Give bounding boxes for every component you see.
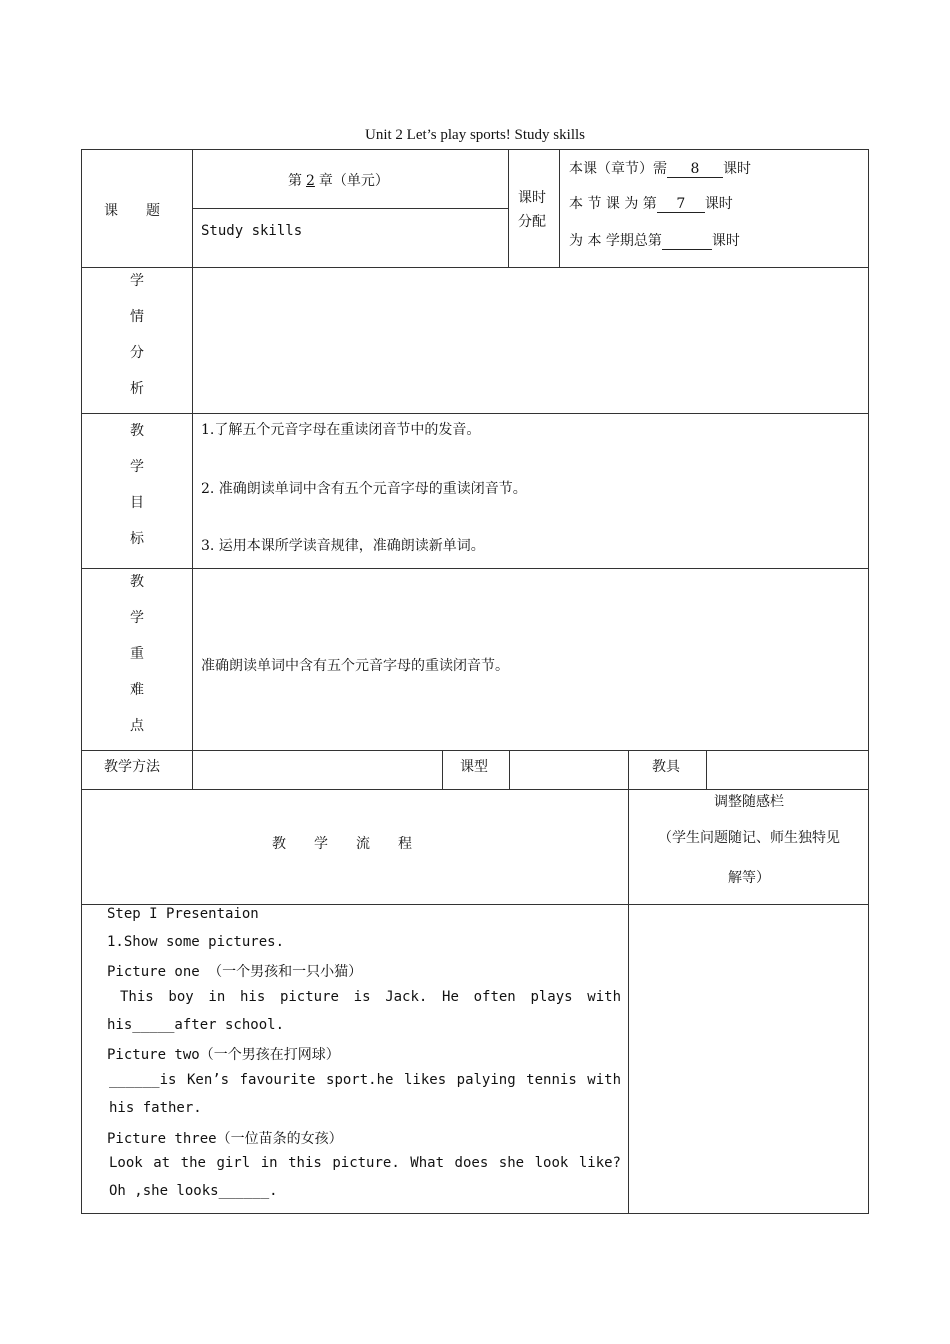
type-label: 课型 <box>460 759 488 775</box>
picture-one-line-2: his_____after school. <box>107 1017 285 1033</box>
picture-three-line-1: Look at the girl in this picture. What does she look like? <box>109 1155 621 1171</box>
key-points-text: 准确朗读单词中含有五个元音字母的重读闭音节。 <box>201 658 509 674</box>
row-divider <box>192 208 508 209</box>
chapter-prefix: 第 <box>288 173 302 189</box>
objective-item: 1.了解五个元音字母在重读闭音节中的发音。 <box>201 422 481 438</box>
analysis-label: 学 情 分 析 <box>130 273 144 397</box>
objective-item: 3. 运用本课所学读音规律，准确朗读新单词。 <box>201 538 485 554</box>
row-divider <box>81 267 869 268</box>
picture-three-title: Picture three（一位苗条的女孩） <box>107 1131 343 1147</box>
notes-title: 调整随感栏 <box>714 794 784 810</box>
picture-two-line-2: his father. <box>109 1100 202 1116</box>
process-item: 1.Show some pictures. <box>107 934 285 950</box>
hours-term-blank <box>662 234 712 250</box>
time-label-line1: 课时 <box>518 190 546 206</box>
row-divider <box>81 750 869 751</box>
picture-two-title: Picture two（一个男孩在打网球） <box>107 1047 340 1063</box>
hours-line-3: 为 本 学期总第 课时 <box>569 233 740 249</box>
row-divider <box>81 568 869 569</box>
picture-one-title: Picture one （一个男孩和一只小猫） <box>107 964 363 980</box>
time-label-line2: 分配 <box>518 214 546 230</box>
col-divider <box>508 149 509 267</box>
aids-label: 教具 <box>652 759 680 775</box>
picture-two-line-1: ______is Ken’s favourite sport.he likes palying tennis with <box>109 1072 621 1088</box>
hours-line-1: 本课（章节）需 8 课时 <box>569 161 751 177</box>
lesson-name: Study skills <box>201 223 303 239</box>
hours-total-value: 8 <box>667 162 723 178</box>
key-points-label: 教 学 重 难 点 <box>130 574 144 734</box>
col-divider <box>192 149 193 790</box>
time-allocation-label <box>518 186 546 234</box>
document-title: Unit 2 Let’s play sports! Study skills <box>364 127 585 143</box>
notes-subtitle-1: （学生问题随记、师生独特见 <box>658 830 840 846</box>
process-label: 教 学 流 程 <box>272 836 412 852</box>
row-divider <box>81 413 869 414</box>
hours-current-value: 7 <box>657 197 705 213</box>
notes-column-header <box>629 794 869 886</box>
objectives-label: 教 学 目 标 <box>130 423 144 547</box>
chapter-suffix: 章（单元） <box>318 173 389 189</box>
topic-label: 课 题 <box>104 203 160 219</box>
hours-line-2: 本 节 课 为 第 7 课时 <box>569 196 733 212</box>
chapter-number: 2 <box>306 173 315 189</box>
col-divider <box>509 750 510 789</box>
col-divider <box>442 750 443 789</box>
col-divider <box>559 149 560 267</box>
step-title: Step I Presentaion <box>107 906 259 922</box>
notes-subtitle-2: 解等） <box>728 870 770 886</box>
picture-three-line-2: Oh ,she looks______. <box>109 1183 278 1199</box>
row-divider <box>81 789 869 790</box>
col-divider <box>706 750 707 789</box>
row-divider <box>81 904 869 905</box>
method-label: 教学方法 <box>104 759 160 775</box>
chapter-line <box>288 170 389 190</box>
objective-item: 2. 准确朗读单词中含有五个元音字母的重读闭音节。 <box>201 481 527 497</box>
picture-one-line-1: This boy in his picture is Jack. He often plays with <box>120 989 621 1005</box>
